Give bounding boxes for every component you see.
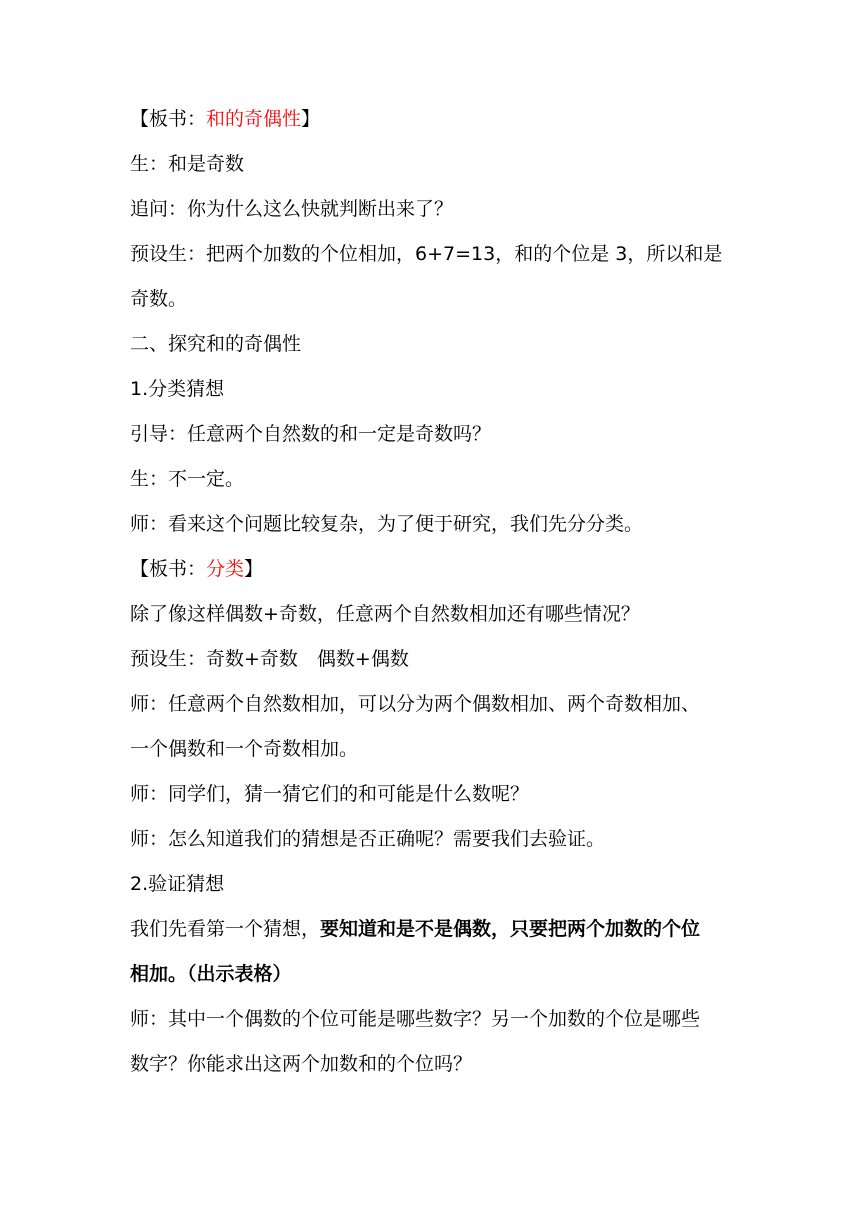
text-segment: 师：同学们，猜一猜它们的和可能是什么数呢？ [130,783,530,805]
text-line [130,693,745,738]
text-line [130,288,745,333]
text-segment: 】 [244,558,264,580]
text-segment: 生：和是奇数 [130,153,245,175]
text-segment: 【板书： [130,108,207,130]
text-segment: 【板书： [130,558,207,580]
text-line [130,1053,745,1098]
text-segment: 师：怎么知道我们的猜想是否正确呢？需要我们去验证。 [130,828,606,850]
text-line [130,423,745,468]
text-segment: 师：看来这个问题比较复杂，为了便于研究，我们先分分类。 [130,513,644,535]
text-segment: 我们先看第一个猜想， [130,918,321,940]
text-line [130,108,745,153]
bold-emphasis: 要知道和是不是偶数，只要把两个加数的个位 [320,918,701,940]
text-line [130,603,745,648]
text-segment: 生：不一定。 [130,468,245,490]
text-line [130,558,745,603]
text-line [130,963,745,1008]
text-segment: 追问：你为什么这么快就判断出来了？ [130,198,454,220]
text-line [130,198,745,243]
board-title-highlight: 分类 [206,558,245,580]
section-heading [130,333,745,378]
text-segment: 】 [301,108,321,130]
text-segment: 奇数。 [130,288,188,310]
text-segment: 师：其中一个偶数的个位可能是哪些数字？另一个加数的个位是哪些 [130,1008,701,1030]
text-line [130,918,745,963]
bold-emphasis: 相加。（出示表格） [130,963,292,985]
text-line [130,468,745,513]
text-segment: 一个偶数和一个奇数相加。 [130,738,359,760]
text-line [130,153,745,198]
text-line [130,648,745,693]
board-title-highlight: 和的奇偶性 [206,108,302,130]
text-line [130,783,745,828]
text-line [130,1008,745,1053]
text-segment: 1.分类猜想 [130,378,225,400]
text-line [130,828,745,873]
text-segment: 预设生：把两个加数的个位相加，6+7=13，和的个位是 3，所以和是 [130,243,723,265]
text-line [130,738,745,783]
subsection-heading [130,378,745,423]
document-page [130,108,745,1098]
text-line [130,243,745,288]
text-segment: 师：任意两个自然数相加，可以分为两个偶数相加、两个奇数相加、 [130,693,701,715]
text-segment: 预设生：奇数+奇数 偶数+偶数 [130,648,409,670]
subsection-heading [130,873,745,918]
text-segment: 除了像这样偶数+奇数，任意两个自然数相加还有哪些情况？ [130,603,640,625]
text-segment: 2.验证猜想 [130,873,225,895]
text-segment: 数字？你能求出这两个加数和的个位吗？ [130,1053,473,1075]
text-line [130,513,745,558]
text-segment: 引导：任意两个自然数的和一定是奇数吗？ [130,423,492,445]
text-segment: 二、探究和的奇偶性 [130,333,302,355]
